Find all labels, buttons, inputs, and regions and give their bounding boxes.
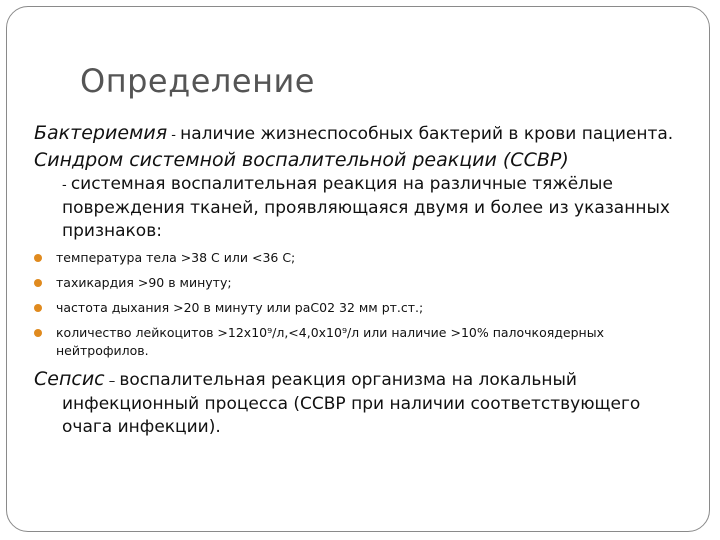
list-item [34,274,684,292]
definition-text-ssvr: системная воспалительная реакция на различные тяжёлые повреждения тканей, проявляющаяся двумя и более из указанных признаков: [62,174,670,241]
term-sepsis: Сепсис [34,368,105,390]
definition-dash: – [104,374,120,389]
criteria-text: температура тела >38 С или <36 С; [56,250,296,265]
bullet-dot-icon [34,329,42,337]
list-item [34,324,684,360]
definition-sepsis [34,368,684,439]
criteria-text: тахикардия >90 в минуту; [56,275,232,290]
definition-bacteremia [34,122,684,147]
slide-title: Определение [80,62,315,100]
definition-text-bacteremia: наличие жизнеспособных бактерий в крови пациента. [180,124,674,144]
list-item [34,299,684,317]
definition-dash: - [167,128,181,143]
list-item [34,249,684,267]
definition-dash: - [62,178,71,193]
term-bacteremia: Бактериемия [34,122,168,144]
bullet-dot-icon [34,279,42,287]
criteria-text: количество лейкоцитов >12х10⁹/л,<4,0х10⁹/л или наличие >10% палочкоядерных нейтрофилов. [56,325,604,358]
criteria-list [34,249,684,360]
definition-ssvr [34,149,684,243]
criteria-text: частота дыхания >20 в минуту или paC02 32 мм рт.ст.; [56,300,424,315]
definition-text-sepsis: воспалительная реакция организма на локальный инфекционный процесса (ССВР при наличии соответствующего очага инфекции). [62,370,641,437]
bullet-dot-icon [34,254,42,262]
slide-content [34,122,684,441]
bullet-dot-icon [34,304,42,312]
term-ssvr: Синдром системной воспалительной реакции (ССВР) [34,149,569,171]
